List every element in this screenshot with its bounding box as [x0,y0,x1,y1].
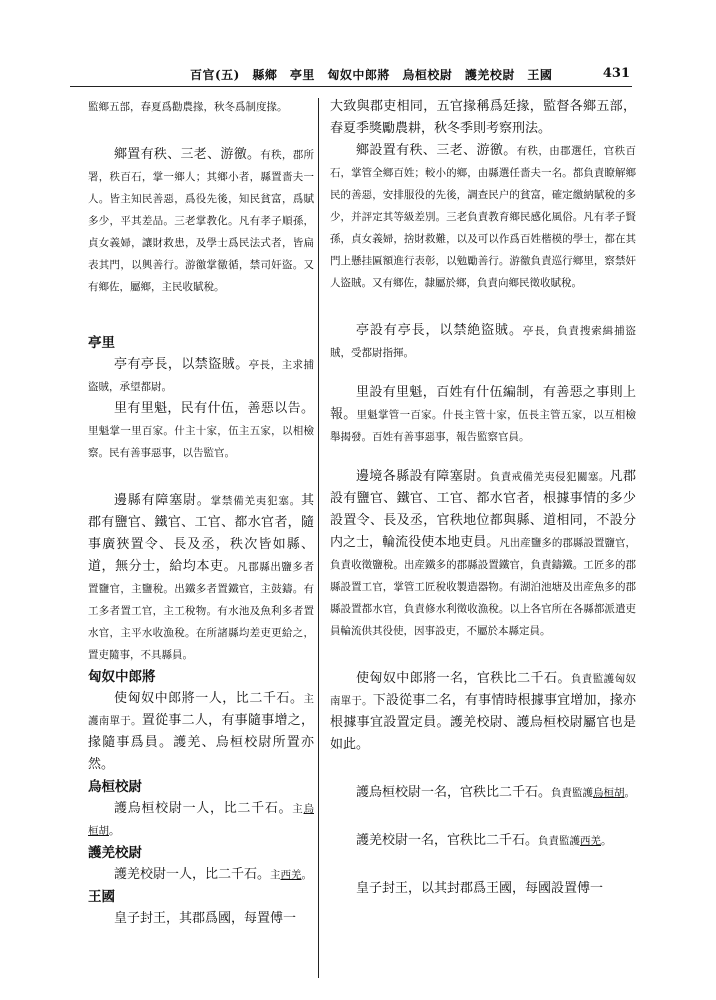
paragraph: 亭設有亭長，以禁絶盜賊。亭長，負責搜索緝捕盜賊，受都尉指揮。 [330,323,636,359]
section-heading: 護羌校尉 [88,845,142,861]
paragraph: 護羌校尉一名，官秩比二千石。負責監護西羌。 [356,833,612,848]
paragraph: 大致與郡吏相同，五官掾稱爲廷掾，監督各鄉五部，春夏季獎勵農耕，秋冬季則考察刑法。 [330,99,636,136]
paragraph: 里設有里魁，百姓有什伍編制，有善惡之事則上報。里魁掌管一百家。什長主管十家，伍長主管五家，以互相檢舉揭發。百姓有善事惡事，報告監察官員。 [330,385,636,443]
paragraph: 亭有亭長，以禁盜賊。亭長，主求捕盜賊，承望都尉。 [88,357,314,393]
original-text-column [88,96,314,930]
section-heading: 匈奴中郎將 [88,669,156,685]
paragraph: 使匈奴中郎將一名，官秩比二千石。負責監護匈奴南單于。下設從事二名，有事情時根據事宜增加，掾亦根據事宜設置定員。護羌校尉、護烏桓校尉屬官也是如此。 [330,671,636,752]
paragraph: 皇子封王，以其封郡爲王國，每國設置傅一 [356,881,604,896]
page-number: 431 [602,66,630,81]
header-rule [70,86,632,87]
paragraph: 護羌校尉一人，比二千石。主西羌。 [114,867,313,882]
paragraph: 邊境各縣設有障塞尉。負責戒備羌夷侵犯關塞。凡郡設有鹽官、鐵官、工官、都水官者，根據事情的多少設置令、長及丞，官秩地位都與縣、道相同，不設分内之士，輪流役使本地吏員。凡出産鹽多的郡縣設置鹽官，負責收徵鹽稅。出産鐵多的郡縣設置鐵官，負責鑄鐵。工匠多的郡縣設置工官，掌管工匠稅收製造器物。有湖泊池塘及出産魚多的郡縣設置都水官，負責修水利徵收漁稅。以上各官所在各縣都派遣吏員輪流供其役使，因事設吏，不屬於本縣定員。 [330,469,636,637]
paragraph: 邊縣有障塞尉。掌禁備羌夷犯塞。其郡有鹽官、鐵官、工官、都水官者，隨事廣狹置令、長及丞，秩次皆如縣、道，無分士，給均本吏。凡郡縣出鹽多者置鹽官，主鹽稅。出鐵多者置鐵官，主鼓鑄。有工多者置工官，主工稅物。有水池及魚利多者置水官，主平水收漁稅。在所諸縣均差吏更給之，置吏隨事，不具縣員。 [88,493,314,661]
header-sections: 百官(五) 縣鄉 亭里 匈奴中郎將 烏桓校尉 護羌校尉 王國 [190,68,553,82]
translation-column [330,96,636,900]
section-heading: 烏桓校尉 [88,779,142,795]
column-divider [318,98,319,978]
section-heading: 王國 [88,889,115,905]
paragraph: 護烏桓校尉一名，官秩比二千石。負責監護烏桓胡。 [356,785,636,800]
paragraph: 監鄉五部，春夏爲勸農掾，秋冬爲制度掾。 [88,101,288,113]
paragraph: 護烏桓校尉一人，比二千石。主烏桓胡。 [88,801,314,837]
paragraph: 里有里魁，民有什伍，善惡以告。里魁掌一里百家。什主十家，伍主五家，以相檢察。民有善事惡事，以告監官。 [88,401,314,459]
section-heading: 亭里 [88,335,115,351]
paragraph: 皇子封王，其郡爲國，每置傅一 [114,911,297,926]
running-header [70,66,630,84]
paragraph: 使匈奴中郎將一人，比二千石。主護南單于。置從事二人，有事隨事增之，掾隨事爲員。護羌、烏桓校尉所置亦然。 [88,691,314,772]
paragraph: 鄉置有秩、三老、游徼。有秩，郡所署，秩百石，掌一鄉人；其鄉小者，縣置嗇夫一人。皆主知民善惡，爲役先後，知民貧富，爲賦多少，平其差品。三老掌教化。凡有孝子順孫，貞女義婦，讓財救患，及學士爲民法式者，皆扁表其門，以興善行。游徼掌徼循，禁司奸盜。又有鄉佐，屬鄉，主民收賦稅。 [88,147,314,293]
paragraph: 鄉設置有秩、三老、游徼。有秩，由郡選任，官秩百石，掌管全鄉百姓；較小的鄉，由縣選任嗇夫一名。都負責瞭解鄉民的善惡，安排服役的先後，調查民户的貧富，確定繳納賦稅的多少，并評定其等級差別。三老負責教育鄉民感化風俗。凡有孝子賢孫，貞女義婦，捨財救難，以及可以作爲百姓楷模的學士，都在其門上懸挂匾額進行表彰，以勉勵善行。游徼負責巡行鄉里，察禁奸人盜賊。又有鄉佐，隸屬於鄉，負責向鄉民徵收賦稅。 [330,143,636,289]
